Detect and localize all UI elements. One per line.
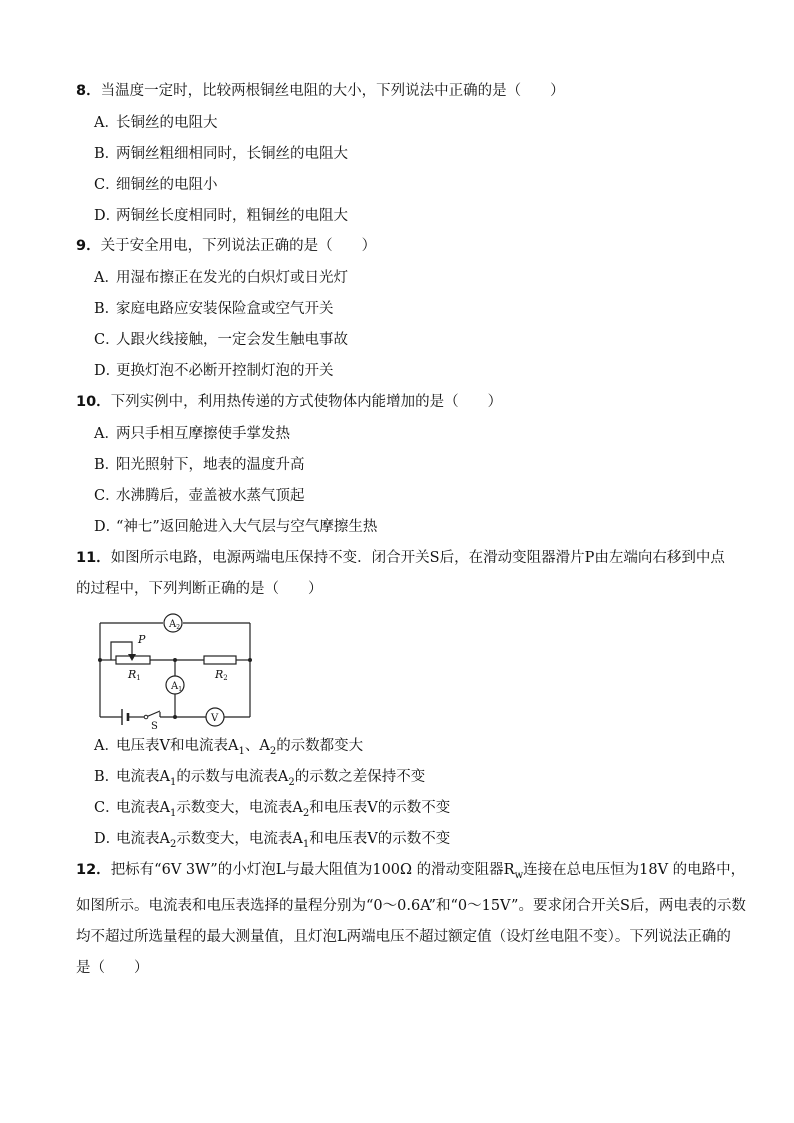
option-text: 两只手相互摩擦使手掌发热 — [116, 426, 290, 442]
switch-pivot — [144, 715, 148, 719]
option-c — [94, 330, 348, 350]
question-stem-line2: 的过程中，下列判断正确的是（ ） — [76, 581, 323, 597]
option-c — [94, 175, 218, 195]
option-b: B．电流表$A_1$的示数与电流表$A_2$的示数之差保持不变 — [94, 769, 426, 788]
option-b — [94, 144, 348, 164]
option-letter: C． — [94, 177, 120, 193]
question-11 — [76, 543, 756, 605]
switch-label: S — [151, 721, 158, 732]
option-letter: B． — [94, 146, 120, 162]
option-d — [94, 361, 334, 381]
option-letter: C． — [94, 488, 120, 504]
question-stem-line4: 是（ ） — [76, 959, 149, 976]
question-12: 12．把标有“6V 3W”的小灯泡L与最大阻值为100Ω 的滑动变阻器$R_w$连接在总电压恒为18V 的电路中， 如图所示。电流表和电压表选择的量程分别为“0～0.6A”和“0～15V”。要求闭合开关S后，两电表的示数 均不超过所选量程的最大测量值，且灯泡L两端电压不超过额定值（设灯丝电阻不变）。下列说法正确的 是（ ） — [76, 862, 746, 976]
circuit-diagram — [94, 612, 258, 732]
option-letter: D． — [94, 519, 121, 535]
option-text: 水沸腾后，壶盖被水蒸气顶起 — [116, 488, 305, 504]
option-text: 人跟火线接触，一定会发生触电事故 — [116, 332, 348, 348]
question-10 — [76, 387, 756, 418]
option-a: A．电压表V和电流表$A_1$、$A_2$的示数都变大 — [94, 738, 364, 757]
question-number: 10． — [76, 394, 111, 410]
option-a — [94, 113, 218, 133]
option-letter: A． — [94, 426, 119, 442]
question-stem-line1: 如图所示电路，电源两端电压保持不变．闭合开关S后，在滑动变阻器滑片P由左端向右移到中点 — [110, 550, 725, 566]
option-a — [94, 424, 290, 444]
option-letter: C． — [94, 800, 120, 816]
option-c: C．电流表$A_1$示数变大，电流表$A_2$和电压表V的示数不变 — [94, 800, 451, 819]
option-text: 细铜丝的电阻小 — [116, 177, 218, 193]
option-text: 用湿布擦正在发光的白炽灯或日光灯 — [116, 270, 348, 286]
question-9 — [76, 231, 756, 262]
option-letter: D． — [94, 208, 121, 224]
option-c — [94, 486, 305, 506]
question-stem: 关于安全用电，下列说法正确的是（ ） — [100, 238, 377, 254]
option-letter: B． — [94, 457, 120, 473]
question-stem: 下列实例中，利用热传递的方式使物体内能增加的是（ ） — [110, 394, 503, 410]
option-text: 两铜丝粗细相同时，长铜丝的电阻大 — [116, 146, 348, 162]
option-letter: A． — [94, 738, 119, 754]
option-text: 家庭电路应安装保险盒或空气开关 — [116, 301, 334, 317]
option-b — [94, 299, 334, 319]
r2-label: R2 — [215, 668, 228, 682]
option-letter: D． — [94, 831, 121, 847]
option-text: 更换灯泡不必断开控制灯泡的开关 — [116, 363, 334, 379]
question-8 — [76, 76, 756, 107]
option-d: D．电流表$A_2$示数变大，电流表$A_1$和电压表V的示数不变 — [94, 831, 451, 850]
question-stem-line2: 如图所示。电流表和电压表选择的量程分别为“0～0.6A”和“0～15V”。要求闭合开关S后，两电表的示数 — [76, 897, 746, 914]
option-d — [94, 206, 348, 226]
slider-wire — [111, 642, 132, 660]
question-stem: 当温度一定时，比较两根铜丝电阻的大小，下列说法中正确的是（ ） — [100, 83, 565, 99]
option-letter: B． — [94, 301, 120, 317]
option-text: “神七”返回舱进入大气层与空气摩擦生热 — [116, 519, 378, 535]
r1-label: R1 — [128, 668, 141, 682]
ammeter-a1-label: $A_1$ — [171, 681, 183, 693]
voltmeter-label: V — [211, 713, 219, 724]
option-text: 长铜丝的电阻大 — [116, 115, 218, 131]
option-a — [94, 268, 348, 288]
slider-label: P — [138, 633, 146, 646]
ammeter-a2-label: $A_2$ — [169, 619, 181, 631]
option-letter: D． — [94, 363, 121, 379]
option-letter: A． — [94, 270, 119, 286]
option-letter: C． — [94, 332, 120, 348]
slider-arrow — [128, 654, 136, 661]
question-number: 12． — [76, 862, 111, 878]
option-d — [94, 517, 377, 537]
option-letter: B． — [94, 769, 120, 785]
option-b — [94, 455, 305, 475]
option-text: 阳光照射下，地表的温度升高 — [116, 457, 305, 473]
question-number: 11． — [76, 550, 111, 566]
question-number: 9． — [76, 238, 101, 254]
question-stem-line3: 均不超过所选量程的最大测量值，且灯泡L两端电压不超过额定值（设灯丝电阻不变）。下列说法正确的 — [76, 928, 731, 945]
option-letter: A． — [94, 115, 119, 131]
resistor-r2 — [204, 656, 236, 664]
question-number: 8． — [76, 83, 101, 99]
option-text: 两铜丝长度相同时，粗铜丝的电阻大 — [116, 208, 348, 224]
